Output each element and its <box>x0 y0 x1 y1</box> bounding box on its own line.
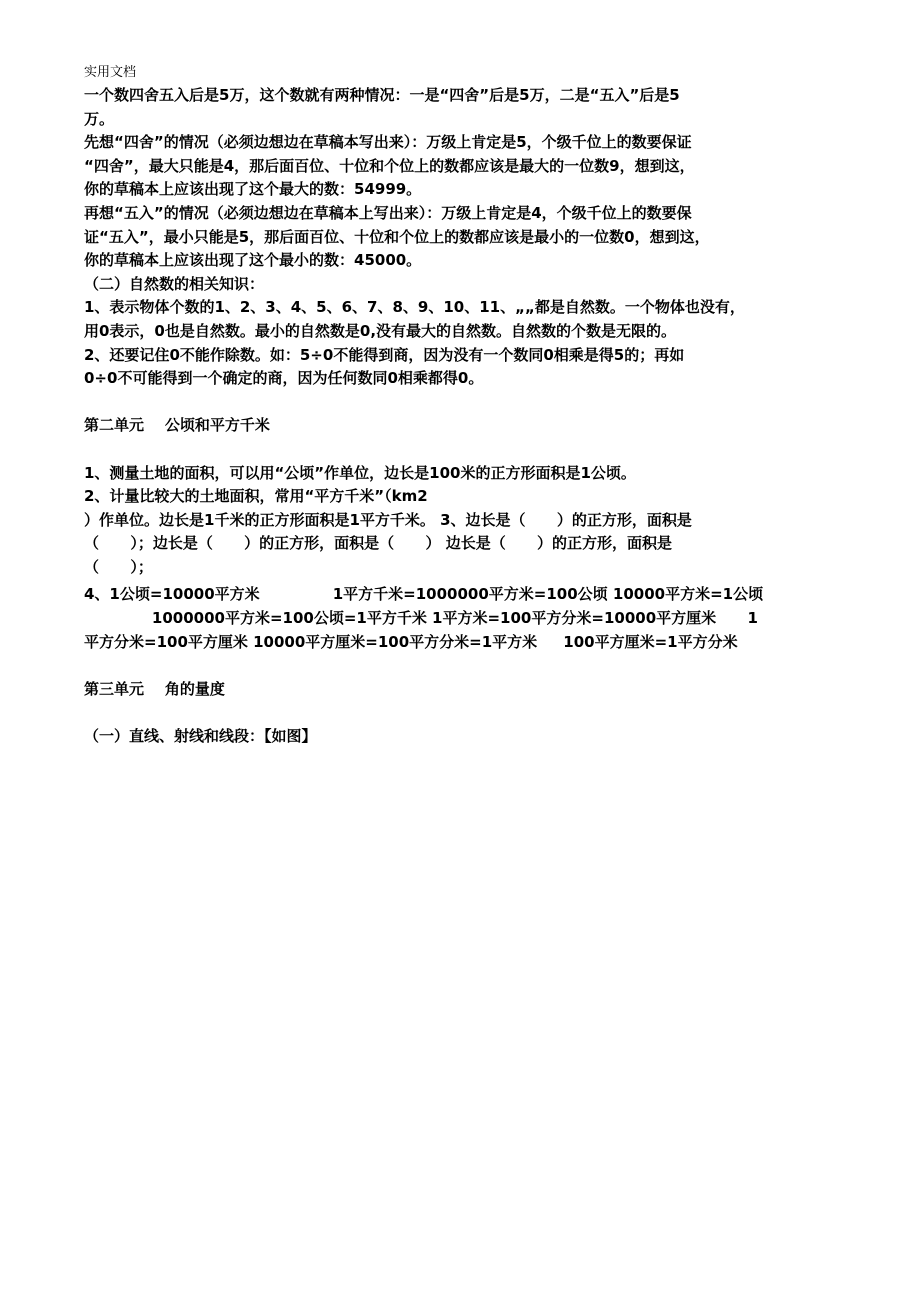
para2-line2: “四舍”，最大只能是4，那后面百位、十位和个位上的数都应该是最大的一位数9，想到这， <box>84 156 695 175</box>
para3-line3: 你的草稿本上应该出现了这个最小的数：45000。 <box>84 251 422 270</box>
unit3-title: 第三单元 角的量度 <box>84 679 225 698</box>
conversion-line2: 1000000平方米=100公顷=1平方千米 1平方米=100平方分米=10000平方厘米 1 <box>84 609 758 628</box>
unit2-line4: （ ）；边长是（ ）的正方形，面积是（ ） 边长是（ ）的正方形，面积是 <box>84 534 673 553</box>
natural2-line2: 0÷0不可能得到一个确定的商，因为任何数同0相乘都得0。 <box>84 369 484 388</box>
page-header: 实用文档 <box>84 65 137 80</box>
unit2-title: 第二单元 公顷和平方千米 <box>84 416 270 435</box>
section-natural-heading: （二）自然数的相关知识： <box>84 274 265 293</box>
para2-line3: 你的草稿本上应该出现了这个最大的数：54999。 <box>84 180 422 199</box>
unit2-line1: 1、测量土地的面积，可以用“公顷”作单位，边长是100米的正方形面积是1公顷。 <box>84 463 636 482</box>
natural1-line1: 1、表示物体个数的1、2、3、4、5、6、7、8、9、10、11、„„都是自然数。一个物体也没有， <box>84 298 745 317</box>
para1-line2: 万。 <box>84 109 115 128</box>
natural1-line2: 用0表示，0也是自然数。最小的自然数是0,没有最大的自然数。自然数的个数是无限的。 <box>84 321 677 340</box>
unit2-line3: ）作单位。边长是1千米的正方形面积是1平方千米。 3、边长是（ ）的正方形，面积是 <box>84 510 692 529</box>
unit3-subheading: （一）直线、射线和线段：【如图】 <box>84 727 317 746</box>
document-page <box>84 62 864 749</box>
conversion-line3: 平方分米=100平方厘米 10000平方厘米=100平方分米=1平方米 100平方厘米=1平方分米 <box>84 632 738 651</box>
para2-line1: 先想“四舍”的情况（必须边想边在草稿本写出来）：万级上肯定是5，个级千位上的数要保证 <box>84 133 692 152</box>
conversion-line1: 4、1公顷=10000平方米 1平方千米=1000000平方米=100公顷 10000平方米=1公顷 <box>84 585 764 604</box>
unit2-line5: （ ）； <box>84 557 153 576</box>
para3-line2: 证“五入”，最小只能是5，那后面百位、十位和个位上的数都应该是最小的一位数0，想到这， <box>84 227 710 246</box>
para3-line1: 再想“五入”的情况（必须边想边在草稿本上写出来）：万级上肯定是4，个级千位上的数要保 <box>84 203 692 222</box>
natural2-line1: 2、还要记住0不能作除数。如：5÷0不能得到商，因为没有一个数同0相乘是得5的；再如 <box>84 345 685 364</box>
para1-line1: 一个数四舍五入后是5万，这个数就有两种情况：一是“四舍”后是5万，二是“五入”后是5 <box>84 86 680 104</box>
unit2-line2: 2、计量比较大的土地面积，常用“平方千米”（km2 <box>84 487 428 506</box>
